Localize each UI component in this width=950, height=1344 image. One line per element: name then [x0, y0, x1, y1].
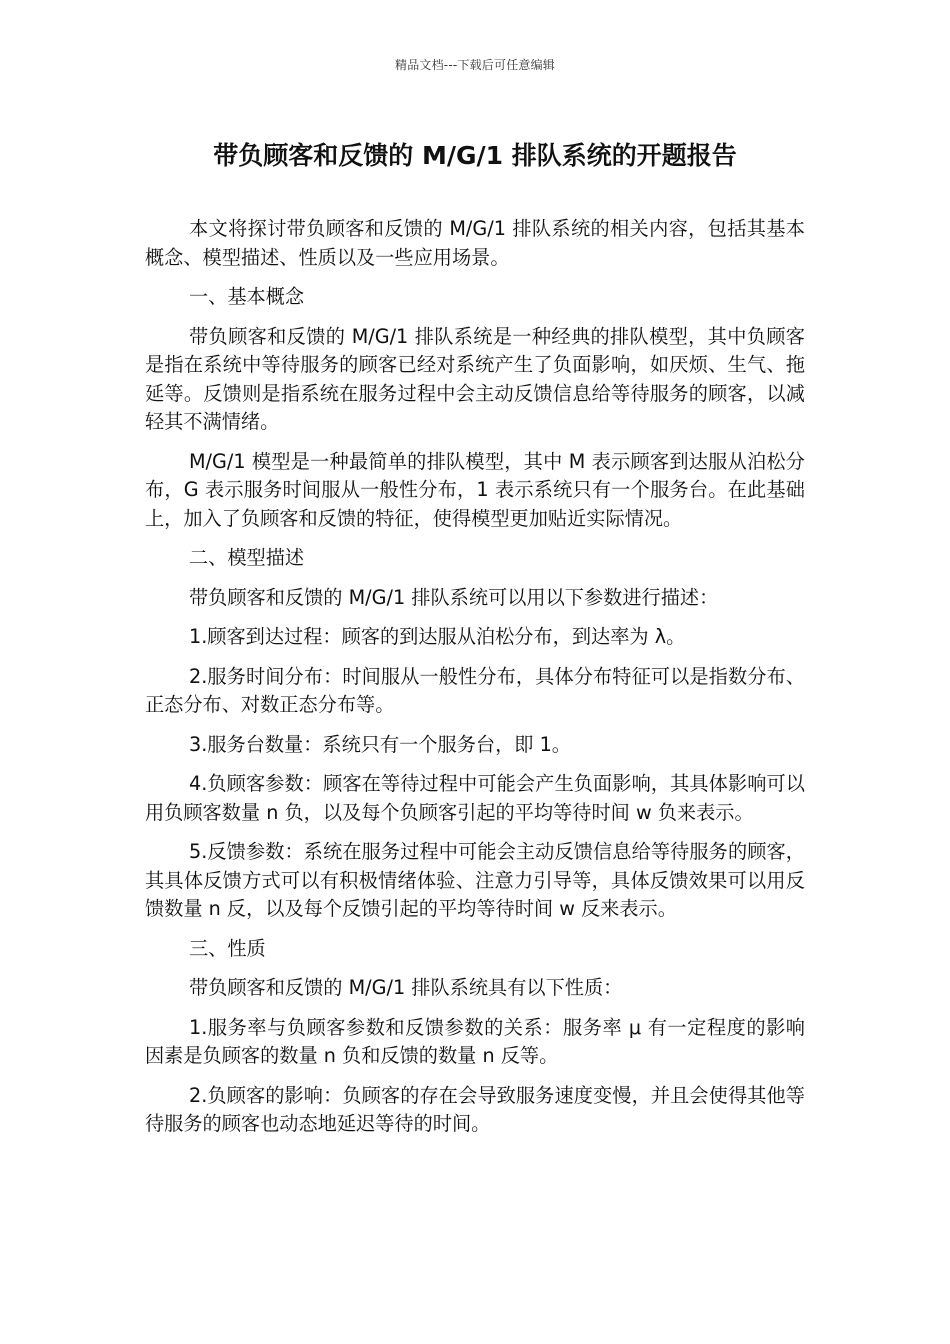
list-item: 1.服务率与负顾客参数和反馈参数的关系：服务率 μ 有一定程度的影响因素是负顾客的数量 n 负和反馈的数量 n 反等。: [145, 1015, 805, 1067]
list-item: 3.服务台数量：系统只有一个服务台，即 1。: [189, 732, 571, 756]
document-title: 带负顾客和反馈的 M/G/1 排队系统的开题报告: [213, 141, 737, 170]
body-paragraph: 带负顾客和反馈的 M/G/1 排队系统是一种经典的排队模型，其中负顾客是指在系统中等待服务的顾客已经对系统产生了负面影响，如厌烦、生气、拖延等。反馈则是指系统在服务过程中会主动反馈信息给等待服务的顾客，以减轻其不满情绪。: [145, 324, 805, 433]
section-heading-properties: 三、性质: [189, 936, 266, 960]
list-item: 1.顾客到达过程：顾客的到达服从泊松分布，到达率为 λ。: [189, 625, 686, 648]
list-item: 5.反馈参数：系统在服务过程中可能会主动反馈信息给等待服务的顾客，其具体反馈方式可以有积极情绪体验、注意力引导等，具体反馈效果可以用反馈数量 n 反，以及每个反馈引起的平均等待时间 w 反来表示。: [145, 840, 805, 920]
list-item: 2.服务时间分布：时间服从一般性分布，具体分布特征可以是指数分布、正态分布、对数正态分布等。: [145, 664, 805, 716]
document-body: [145, 215, 805, 1150]
body-paragraph: 带负顾客和反馈的 M/G/1 排队系统具有以下性质：: [189, 976, 623, 999]
body-paragraph: M/G/1 模型是一种最简单的排队模型，其中 M 表示顾客到达服从泊松分布，G 表示服务时间服从一般性分布，1 表示系统只有一个服务台。在此基础上，加入了负顾客和反馈的特征，使得模型更加贴近实际情况。: [145, 449, 805, 530]
list-item: 4.负顾客参数：顾客在等待过程中可能会产生负面影响，其具体影响可以用负顾客数量 n 负，以及每个负顾客引起的平均等待时间 w 负来表示。: [145, 772, 805, 824]
intro-paragraph: 本文将探讨带负顾客和反馈的 M/G/1 排队系统的相关内容，包括其基本概念、模型描述、性质以及一些应用场景。: [145, 217, 805, 269]
body-paragraph: 带负顾客和反馈的 M/G/1 排队系统可以用以下参数进行描述：: [189, 585, 719, 609]
section-heading-model-description: 二、模型描述: [189, 546, 305, 569]
section-heading-basic-concepts: 一、基本概念: [189, 285, 305, 308]
page-header: 精品文档---下载后可任意编辑: [395, 58, 555, 72]
list-item: 2.负顾客的影响：负顾客的存在会导致服务速度变慢，并且会使得其他等待服务的顾客也动态地延迟等待的时间。: [145, 1083, 805, 1135]
